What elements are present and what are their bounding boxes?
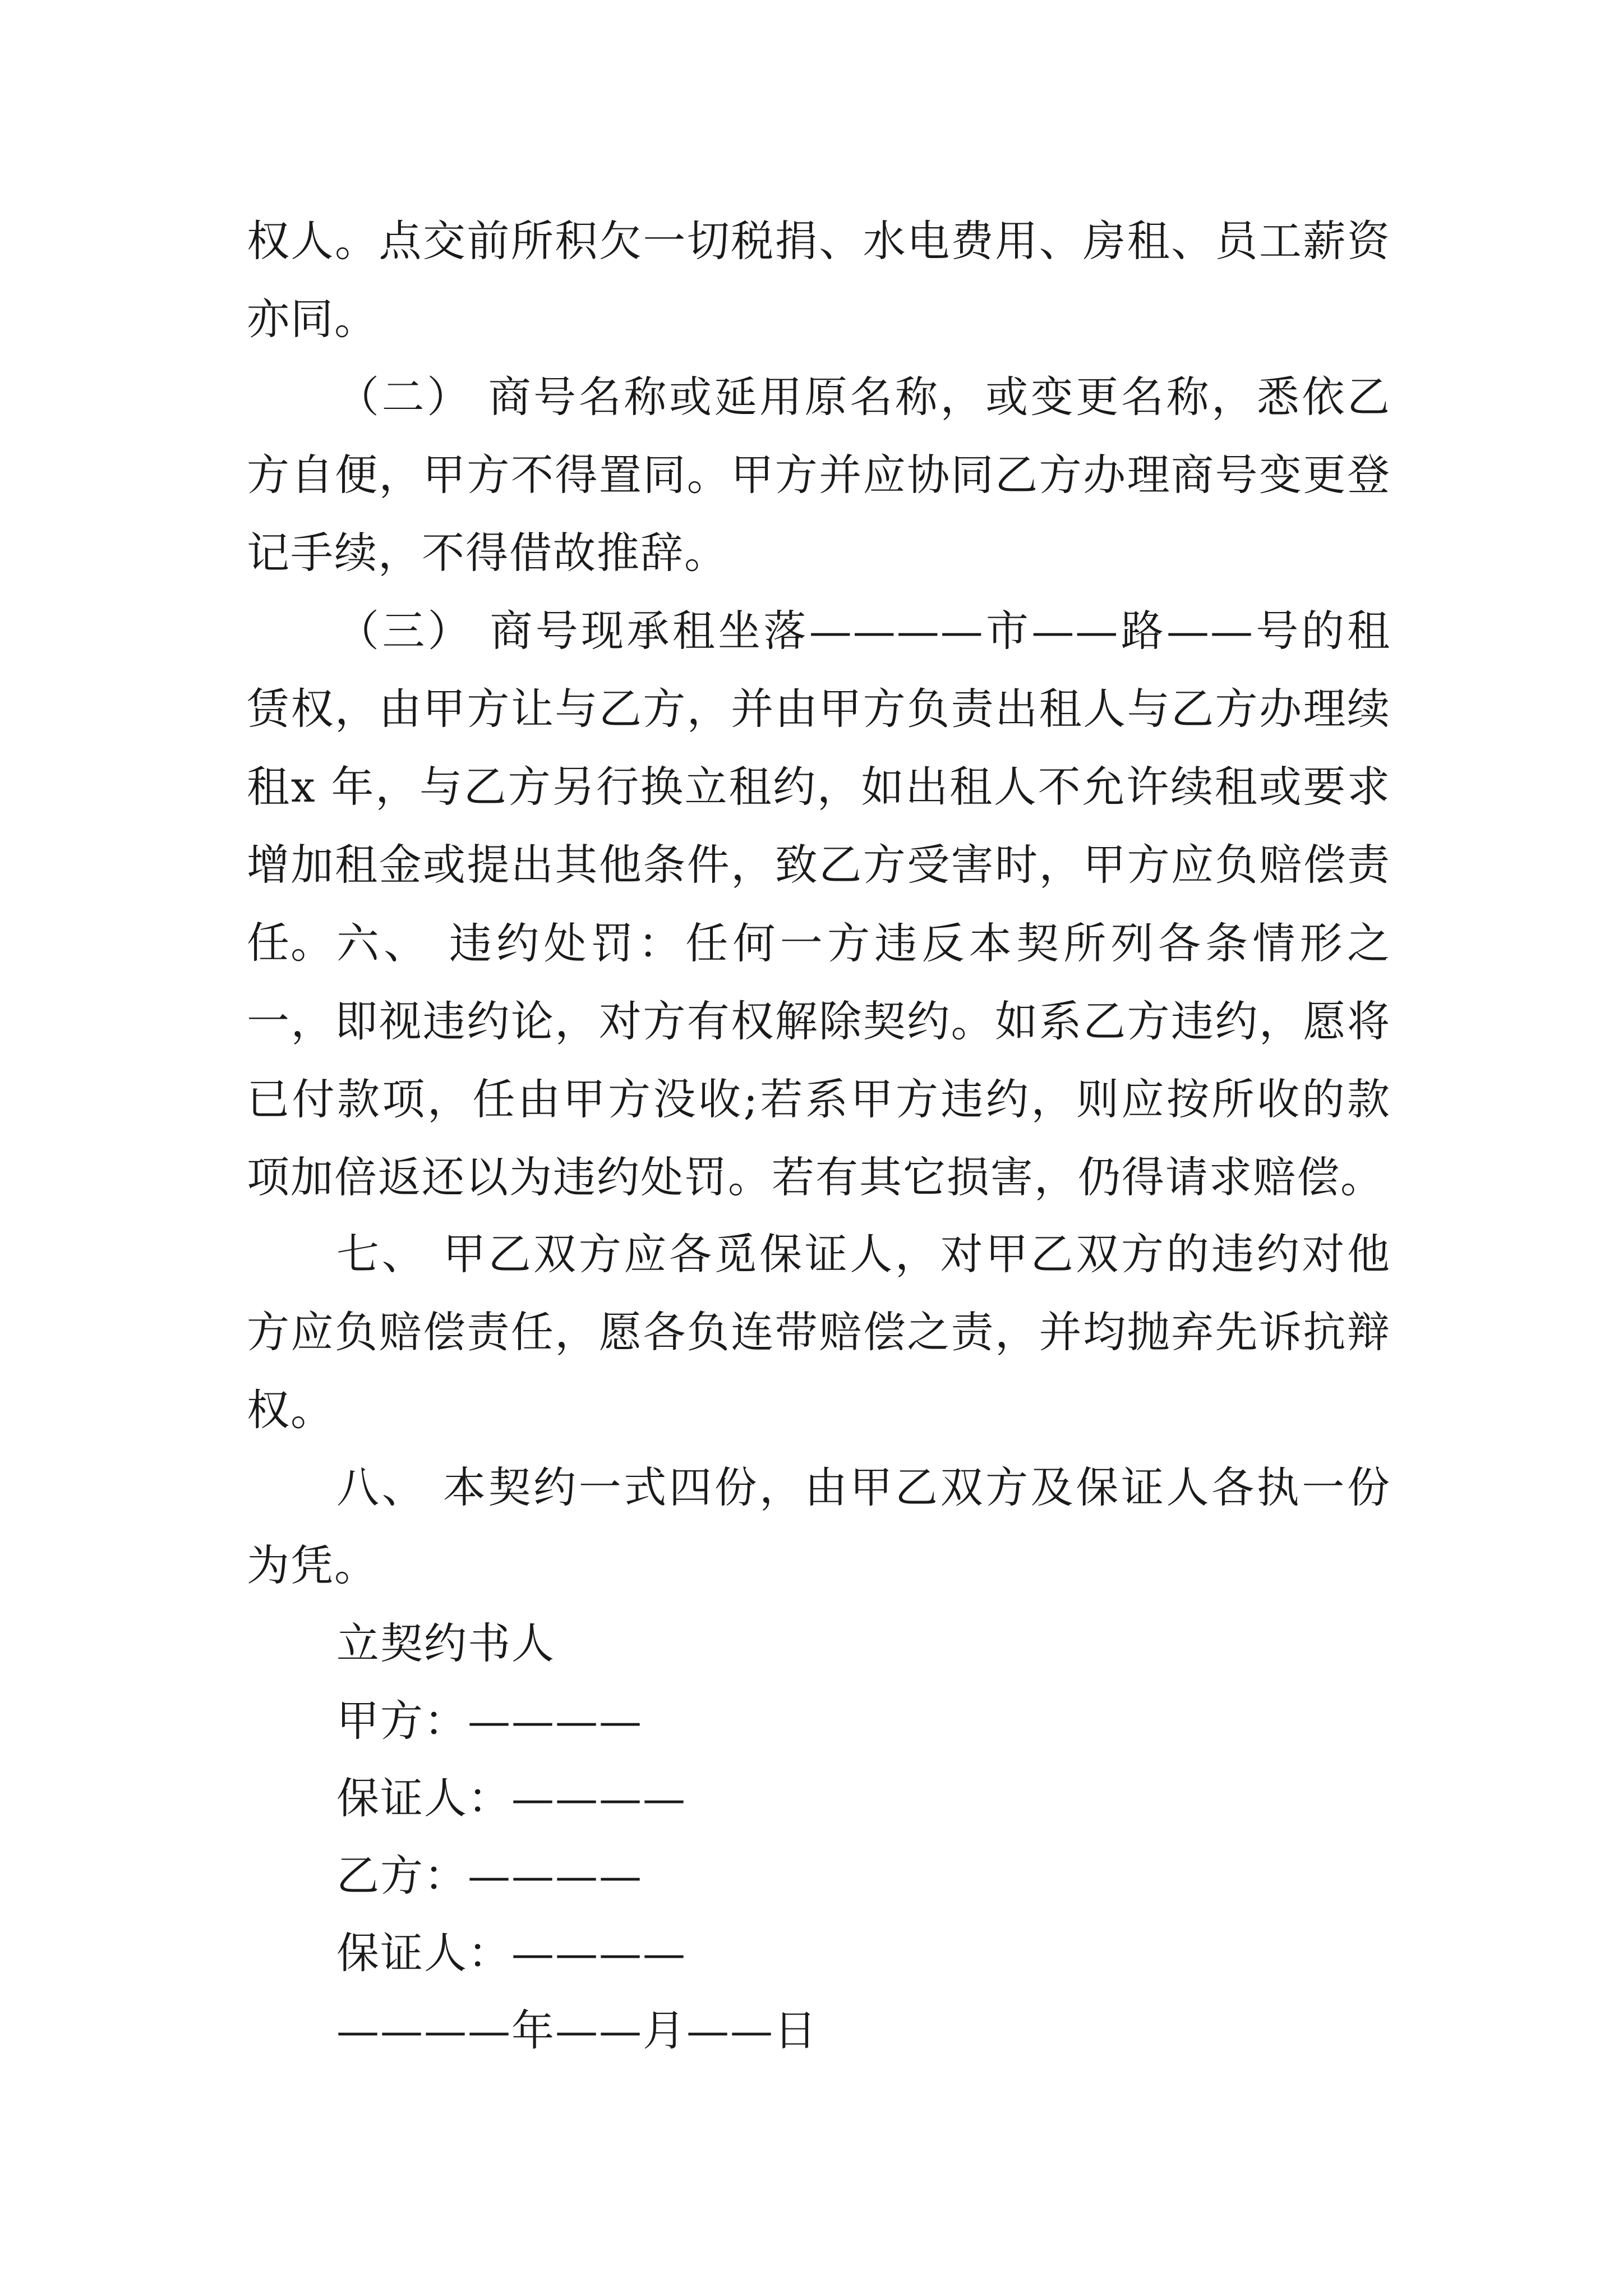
- paragraph-continuation: 权人。点交前所积欠一切税捐、水电费用、房租、员工薪资亦同。: [247, 216, 1391, 344]
- clause-6-breach-penalty: 六、 违约处罚：任何一方违反本契所列各条情形之一，即视违约论，对方有权解除契约。如系乙方违约，愿将已付款项，任由甲方没收;若系甲方违约，则应按所收的款项加倍返还以为违约处罚。若有其它损害，仍得请求赔偿。: [247, 918, 1391, 1202]
- party-b-line: 乙方：————: [336, 1851, 643, 1901]
- clause-8-copies: 八、 本契约一式四份，由甲乙双方及保证人各执一份为凭。: [247, 1462, 1391, 1590]
- signature-heading: 立契约书人: [336, 1618, 555, 1668]
- clause-7-guarantors: 七、 甲乙双方应各觅保证人，对甲乙双方的违约对他方应负赔偿责任，愿各负连带赔偿之责，并均抛弃先诉抗辩权。: [247, 1229, 1391, 1435]
- party-a-line: 甲方：————: [336, 1696, 643, 1746]
- date-line: ————年——月——日: [336, 2005, 818, 2055]
- clause-item-3: （三） 商号现承租坐落————市——路——号的租赁权，由甲方让与乙方，并由甲方负责出租人与乙方办理续租x 年，与乙方另行换立租约，如出租人不允许续租或要求增加租金或提出其他条件，致乙方受害时，甲方应负赔偿责任。: [247, 606, 1391, 968]
- clause-item-2: （二） 商号名称或延用原名称，或变更名称，悉依乙方自便，甲方不得置同。甲方并应协同乙方办理商号变更登记手续，不得借故推辞。: [247, 372, 1391, 578]
- guarantor-b-line: 保证人：————: [336, 1928, 686, 1978]
- guarantor-a-line: 保证人：————: [336, 1773, 686, 1823]
